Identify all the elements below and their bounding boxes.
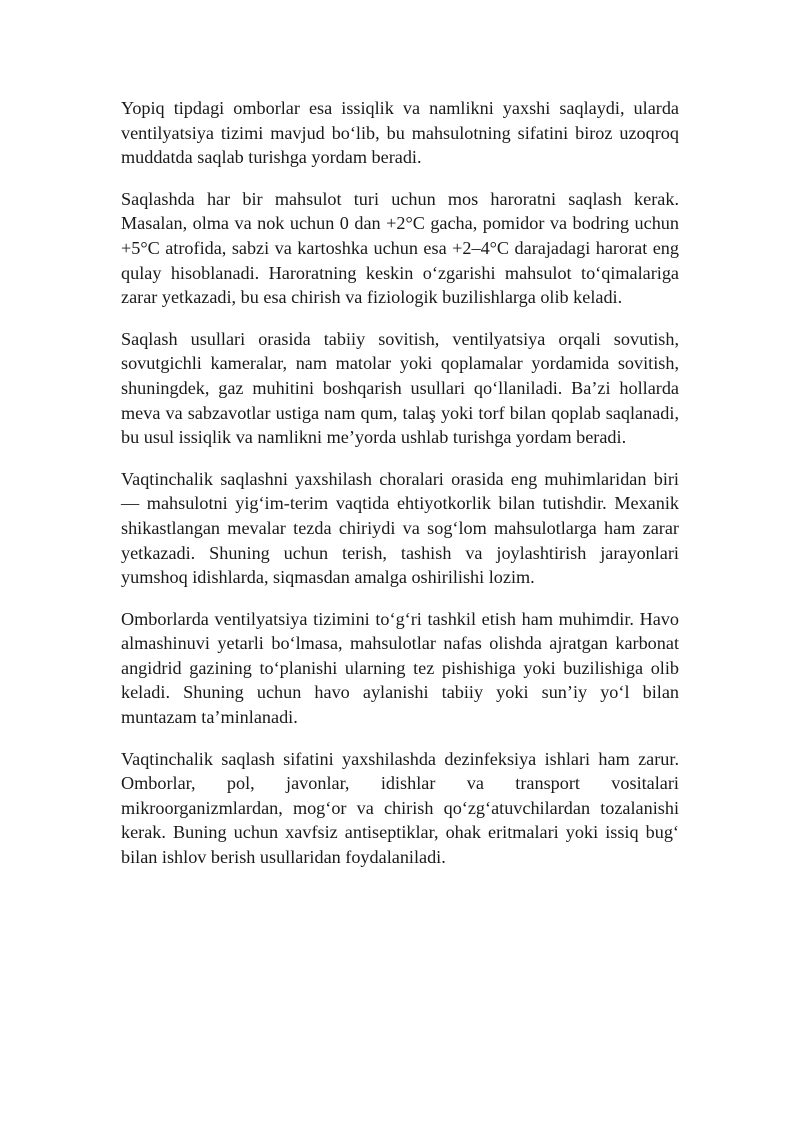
document-page xyxy=(121,96,679,887)
paragraph-storage-methods: Saqlash usullari orasida tabiiy sovitish, ventilyatsiya orqali sovutish, sovutgichli kameralar, nam matolar yoki qoplamalar yordamida sovitish, shuningdek, gaz muhitini boshqarish usullari qo‘llaniladi. Ba’zi hollarda meva va sabzavotlar ustiga nam qum, talaş yoki torf bilan qoplab saqlanadi, bu usul issiqlik va namlikni me’yorda ushlab turishga yordam beradi. xyxy=(121,328,679,448)
paragraph-temperature: Saqlashda har bir mahsulot turi uchun mos haroratni saqlash kerak. Masalan, olma va nok uchun 0 dan +2°C gacha, pomidor va bodring uchun +5°C atrofida, sabzi va kartoshka uchun esa +2–4°C darajadagi harorat eng qulay hisoblanadi. Haroratning keskin o‘zgarishi mahsulot to‘qimalariga zarar yetkazadi, bu esa chirish va fiziologik buzilishlarga olib keladi. xyxy=(121,188,679,308)
paragraph-disinfection: Vaqtinchalik saqlash sifatini yaxshilashda dezinfeksiya ishlari ham zarur. Omborlar, pol, javonlar, idishlar va transport vositalari mikroorganizmlardan, mog‘or va chirish qo‘zg‘atuvchilardan tozalanishi kerak. Buning uchun xavfsiz antiseptiklar, ohak eritmalari yoki issiq bug‘ bilan ishlov berish usullaridan foydalaniladi. xyxy=(121,748,679,868)
paragraph-ventilation: Omborlarda ventilyatsiya tizimini to‘g‘ri tashkil etish ham muhimdir. Havo almashinuvi yetarli bo‘lmasa, mahsulotlar nafas olishda ajratgan karbonat angidrid gazining to‘planishi ularning tez pishishiga yoki buzilishiga olib keladi. Shuning uchun havo aylanishi tabiiy yoki sun’iy yo‘l bilan muntazam ta’minlanadi. xyxy=(121,608,679,728)
paragraph-harvest-care: Vaqtinchalik saqlashni yaxshilash choralari orasida eng muhimlaridan biri — mahsulotni yig‘im-terim vaqtida ehtiyotkorlik bilan tutishdir. Mexanik shikastlangan mevalar tezda chiriydi va sog‘lom mahsulotlarga ham zarar yetkazadi. Shuning uchun terish, tashish va joylashtirish jarayonlari yumshoq idishlarda, siqmasdan amalga oshirilishi lozim. xyxy=(121,468,679,588)
paragraph-warehouse-closed: Yopiq tipdagi omborlar esa issiqlik va namlikni yaxshi saqlaydi, ularda ventilyatsiya tizimi mavjud bo‘lib, bu mahsulotning sifatini biroz uzoqroq muddatda saqlab turishga yordam beradi. xyxy=(121,98,679,168)
